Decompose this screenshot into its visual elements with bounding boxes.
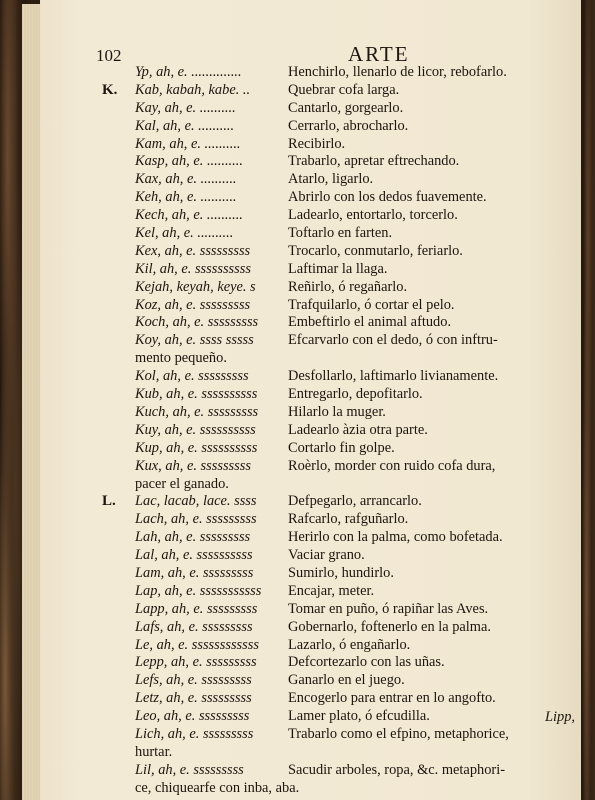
entry-headword: Kasp, ah, e. .......... <box>135 153 243 170</box>
entry-headword: Kuch, ah, e. sssssssss <box>135 403 259 420</box>
entry-definition: Lazarlo, ó engañarlo. <box>288 636 411 653</box>
entry-row <box>102 314 592 332</box>
entry-headword: Lam, ah, e. sssssssss <box>135 564 254 581</box>
entry-headword: Kech, ah, e. .......... <box>135 207 243 224</box>
page-number: 102 <box>96 46 122 65</box>
entry-headword: Kejah, keyah, keye. s <box>135 278 256 295</box>
entry-row <box>102 386 592 404</box>
entry-headword: Kup, ah, e. ssssssssss <box>135 439 258 456</box>
entry-row <box>102 654 592 672</box>
entry-headword: Lac, lacab, lace. ssss <box>135 493 257 510</box>
entry-headword: Lach, ah, e. sssssssss <box>135 511 257 528</box>
entry-headword: Kuy, ah, e. ssssssssss <box>135 421 256 438</box>
entry-definition: Lamer plato, ó efcudilla. <box>288 708 430 725</box>
entry-definition: Reñirlo, ó regañarlo. <box>288 278 408 295</box>
entry-row <box>102 511 592 529</box>
entry-definition: Defcortezarlo con las uñas. <box>288 654 445 671</box>
entry-headword: Lapp, ah, e. sssssssss <box>135 600 258 617</box>
entry-definition: Entregarlo, depofitarlo. <box>288 386 423 403</box>
entry-row <box>102 690 592 708</box>
entry-definition: Cerrarlo, abrocharlo. <box>288 117 409 134</box>
running-title: ARTE <box>348 42 410 66</box>
entry-continuation: hurtar. <box>135 743 173 760</box>
page-edges <box>22 4 42 800</box>
entry-headword: Lil, ah, e. sssssssss <box>135 761 244 778</box>
entry-headword: Koz, ah, e. sssssssss <box>135 296 251 313</box>
entry-row <box>102 118 592 136</box>
entry-continuation: ce, chiquearfe con inba, aba. <box>135 779 300 796</box>
entry-headword: Kax, ah, e. .......... <box>135 171 237 188</box>
entry-headword: Lafs, ah, e. sssssssss <box>135 618 253 635</box>
entry-definition: Atarlo, ligarlo. <box>288 171 374 188</box>
entry-row <box>102 762 592 780</box>
entry-row <box>102 637 592 655</box>
entry-row <box>102 440 592 458</box>
entry-row <box>102 189 592 207</box>
entry-definition: Cantarlo, gorgearlo. <box>288 99 404 116</box>
entry-headword: Kex, ah, e. sssssssss <box>135 242 251 259</box>
entry-headword: Kal, ah, e. .......... <box>135 117 235 134</box>
entry-headword: Leo, ah, e. sssssssss <box>135 708 250 725</box>
entry-definition: Embeftirlo el animal aftudo. <box>288 314 452 331</box>
entry-headword: Lich, ah, e. sssssssss <box>135 725 254 742</box>
entry-definition: Efcarvarlo con el dedo, ó con inftru- <box>288 332 498 349</box>
entry-row <box>102 64 592 82</box>
book-page <box>40 0 581 800</box>
entry-row <box>102 243 592 261</box>
entry-row <box>102 207 592 225</box>
entry-definition: Cortarlo fin golpe. <box>288 439 395 456</box>
entry-row <box>102 332 592 350</box>
entry-definition: Encogerlo para entrar en lo angofto. <box>288 690 496 707</box>
entry-row <box>102 279 592 297</box>
entry-headword: Lal, ah, e. ssssssssss <box>135 547 253 564</box>
entry-row <box>102 672 592 690</box>
entry-definition: Trabarlo como el efpino, metaphorice, <box>288 725 509 742</box>
entry-headword: Lepp, ah, e. sssssssss <box>135 654 257 671</box>
entry-definition: Sacudir arboles, ropa, &c. metaphori- <box>288 761 505 778</box>
entry-definition: Tomar en puño, ó rapiñar las Aves. <box>288 600 489 617</box>
entry-row <box>102 225 592 243</box>
entry-definition: Abrirlo con los dedos fuavemente. <box>288 189 487 206</box>
entry-row <box>102 136 592 154</box>
entry-headword: Kil, ah, e. ssssssssss <box>135 260 251 277</box>
entry-definition: Ladearlo àzia otra parte. <box>288 421 428 438</box>
entry-row <box>102 422 592 440</box>
entry-row <box>102 368 592 386</box>
entry-definition: Rafcarlo, rafguñarlo. <box>288 511 409 528</box>
entry-row <box>102 547 592 565</box>
entry-row <box>102 171 592 189</box>
entry-definition: Trafquilarlo, ó cortar el pelo. <box>288 296 455 313</box>
entry-continuation: pacer el ganado. <box>135 475 229 492</box>
entry-definition: Ganarlo en el juego. <box>288 672 405 689</box>
page-header <box>96 42 563 64</box>
section-letter: L. <box>102 493 116 510</box>
entry-row <box>102 619 592 637</box>
entry-definition: Laftimar la llaga. <box>288 260 388 277</box>
entry-definition: Trabarlo, apretar eftrechando. <box>288 153 460 170</box>
entry-headword: Keh, ah, e. .......... <box>135 189 237 206</box>
entry-row <box>102 297 592 315</box>
entry-headword: Kub, ah, e. ssssssssss <box>135 386 258 403</box>
entry-headword: Kol, ah, e. sssssssss <box>135 368 249 385</box>
entry-headword: Kab, kabah, kabe. .. <box>135 81 251 98</box>
entry-headword: Le, ah, e. ssssssssssss <box>135 636 259 653</box>
entry-definition: Trocarlo, conmutarlo, feriarlo. <box>288 242 463 259</box>
entry-headword: Lefs, ah, e. sssssssss <box>135 672 252 689</box>
entry-definition: Vaciar grano. <box>288 547 365 564</box>
entry-row <box>102 82 592 100</box>
entry-headword: Yp, ah, e. .............. <box>135 64 242 80</box>
entry-headword: Kam, ah, e. .......... <box>135 135 241 152</box>
entry-definition: Herirlo con la palma, como bofetada. <box>288 529 503 546</box>
entry-definition: Defpegarlo, arrancarlo. <box>288 493 422 510</box>
entry-row <box>102 261 592 279</box>
entry-definition: Encajar, meter. <box>288 582 375 599</box>
entry-headword: Koch, ah, e. sssssssss <box>135 314 259 331</box>
entry-row <box>102 404 592 422</box>
entry-definition: Gobernarlo, foftenerlo en la palma. <box>288 618 491 635</box>
entry-row <box>102 458 592 476</box>
entry-headword: Kay, ah, e. .......... <box>135 99 236 116</box>
entry-definition: Desfollarlo, laftimarlo livianamente. <box>288 368 499 385</box>
entry-row <box>102 726 592 744</box>
entry-definition: Roèrlo, morder con ruido cofa dura, <box>288 457 496 474</box>
entry-definition: Toftarlo en farten. <box>288 225 393 242</box>
entry-definition: Quebrar cofa larga. <box>288 81 400 98</box>
entry-definition: Recibirlo. <box>288 135 346 152</box>
entry-row <box>102 493 592 511</box>
entry-definition: Ladearlo, entortarlo, torcerlo. <box>288 207 458 224</box>
entry-headword: Koy, ah, e. ssss sssss <box>135 332 254 349</box>
entry-headword: Kel, ah, e. .......... <box>135 225 234 242</box>
section-letter: K. <box>102 81 118 98</box>
entry-headword: Kux, ah, e. sssssssss <box>135 457 251 474</box>
entry-row <box>102 601 592 619</box>
entry-definition: Henchirlo, llenarlo de licor, rebofarlo. <box>288 64 507 80</box>
entry-row <box>102 153 592 171</box>
entry-definition: Sumirlo, hundirlo. <box>288 564 394 581</box>
catchword: Lipp, <box>545 709 575 725</box>
entry-continuation: mento pequeño. <box>135 350 227 367</box>
entry-row <box>102 583 592 601</box>
entry-definition: Hilarlo la muger. <box>288 403 386 420</box>
entry-headword: Lah, ah, e. sssssssss <box>135 529 251 546</box>
entry-row <box>102 565 592 583</box>
entry-headword: Lap, ah, e. sssssssssss <box>135 582 262 599</box>
dictionary-entries <box>102 64 592 798</box>
entry-row <box>102 100 592 118</box>
entry-row <box>102 529 592 547</box>
entry-headword: Letz, ah, e. sssssssss <box>135 690 252 707</box>
entry-row <box>102 708 592 726</box>
